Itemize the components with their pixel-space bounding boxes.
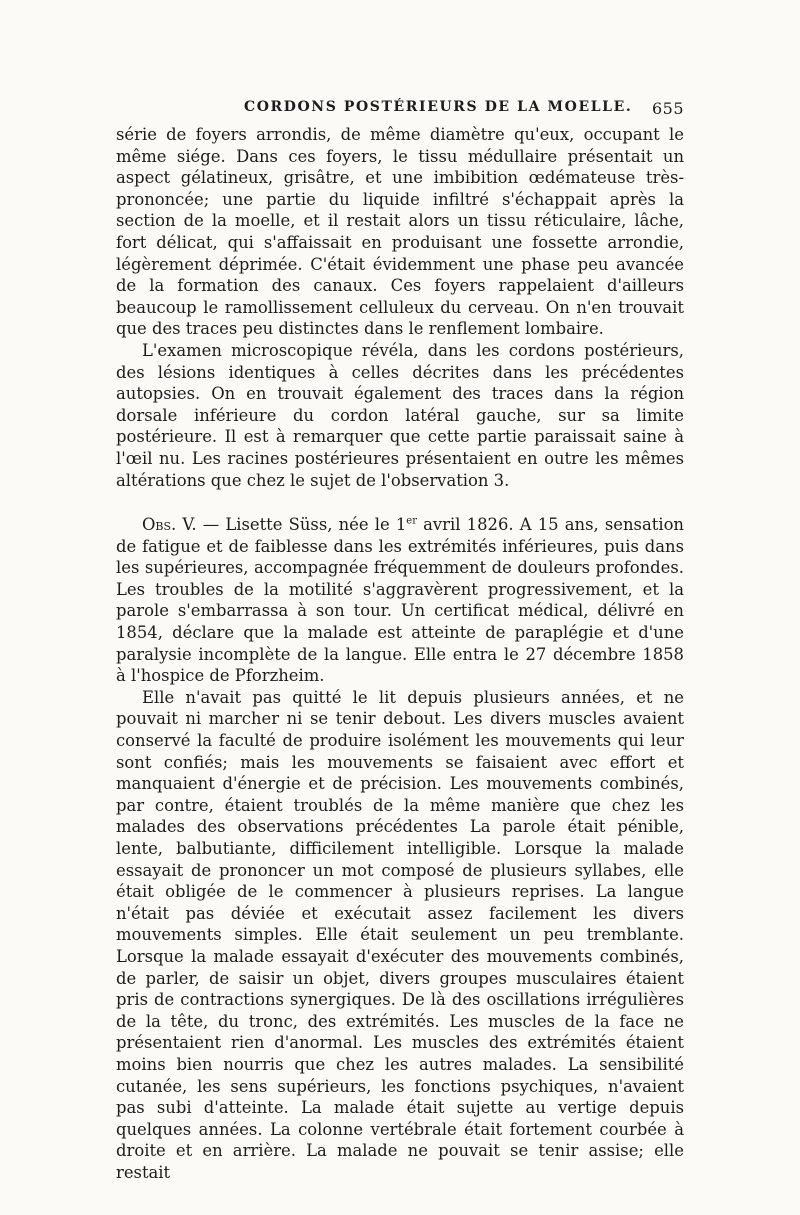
paragraph-microscopic-exam: L'examen microscopique révéla, dans les cordons postérieurs, des lésions identiques à celles décrites dans les précédentes autopsies. On en trouvait également des traces dans la région dorsale inférieure du cordon latéral gauche, sur sa limite postérieure. Il est à remarquer que cette partie paraissait saine à l'œil nu. Les racines postérieures présentaient en outre les mêmes altérations que chez le sujet de l'observation 3. — [116, 340, 684, 490]
observation-text-rest: avril 1826. A 15 ans, sensation de fatigue et de faiblesse dans les extrémités inférieures, puis dans les supérieures, accompagnée fréquemment de douleurs profondes. Les troubles de la motilité s'aggravèrent progressivement, et la parole s'embarrassa à son tour. Un certificat médical, délivré en 1854, déclare que la malade est atteinte de paraplégie et d'une paralysie incomplète de la langue. Elle entra le 27 décembre 1858 à l'hospice de Pforzheim. — [116, 515, 684, 686]
running-head — [116, 99, 684, 121]
ordinal-superscript: er — [406, 515, 417, 527]
observation-text-start: Lisette Süss, née le 1 — [225, 515, 407, 535]
body-text — [116, 124, 684, 1184]
paragraph-continuation: série de foyers arrondis, de même diamètre qu'eux, occupant le même siége. Dans ces foyers, le tissu médullaire présentait un aspect gélatineux, grisâtre, et une imbibition œdémateuse très-prononcée; une partie du liquide infiltré s'échappait après la section de la moelle, et il restait alors un tissu réticulaire, lâche, fort délicat, qui s'affaissait en produisant une fossette arrondie, légèrement déprimée. C'était évidemment une phase peu avancée de la formation des canaux. Ces foyers rappelaient d'ailleurs beaucoup le ramollissement celluleux du cerveau. On n'en trouvait que des traces peu distinctes dans le renflement lombaire. — [116, 125, 684, 339]
observation-dash: — — [196, 515, 226, 535]
paragraph-clinical-description: Elle n'avait pas quitté le lit depuis plusieurs années, et ne pouvait ni marcher ni se tenir debout. Les divers muscles avaient conservé la faculté de produire isolément les mouvements qui leur sont confiés; mais les mouvements se faisaient avec effort et manquaient d'énergie et de précision. Les mouvements combinés, par contre, étaient troublés de la même manière que chez les malades des observations précédentes La parole était pénible, lente, balbutiante, difficilement intelligible. Lorsque la malade essayait de prononcer un mot composé de plusieurs syllabes, elle était obligée de le commencer à plusieurs reprises. La langue n'était pas déviée et exécutait assez facilement les divers mouvements simples. Elle était seulement un peu tremblante. Lorsque la malade essayait d'exécuter des mouvements combinés, de parler, de saisir un objet, divers groupes musculaires étaient pris de contractions synergiques. De là des oscillations irrégulières de la tête, du tronc, des extrémités. Les muscles de la face ne présentaient rien d'anormal. Les muscles des extrémités étaient moins bien nourris que chez les autres malades. La sensibilité cutanée, les sens supérieurs, les fonctions psychiques, n'avaient pas subi d'atteinte. La malade était sujette au vertige depuis quelques années. La colonne vertébrale était fortement courbée à droite et en arrière. La malade ne pouvait se tenir assise; elle restait — [116, 687, 684, 1182]
observation-label: Obs. V. — [142, 515, 197, 535]
running-title: CORDONS POSTÉRIEURS DE LA MOELLE. — [244, 99, 633, 115]
page-number: 655 — [651, 99, 684, 118]
paragraph-observation-v — [116, 514, 684, 687]
